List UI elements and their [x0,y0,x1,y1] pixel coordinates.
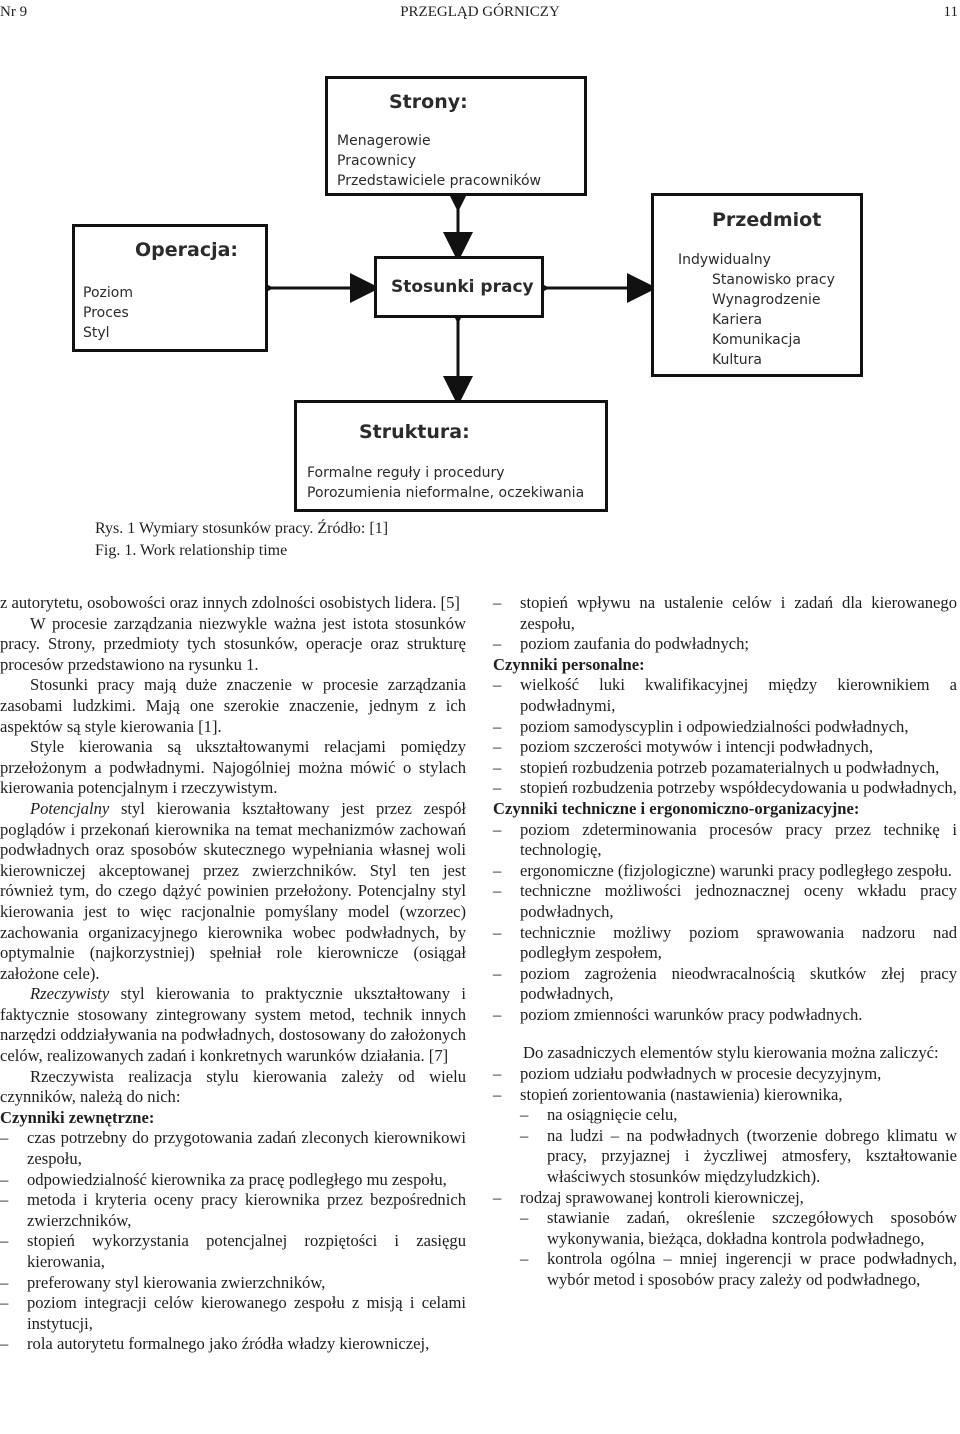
operacje-box [72,224,268,352]
przedmiot-first: Indywidualny [678,252,771,268]
przedmiot-item: Kultura [712,352,762,368]
przedmiot-item: Komunikacja [712,332,801,348]
right-column [493,593,957,1291]
list-item: – metoda i kryteria oceny pracy kierownika przez bezpośrednich zwierzchników, [0,1190,466,1231]
figure-caption-en: Fig. 1. Work relationship time [95,542,288,559]
list-item: – preferowany styl kierowania zwierzchników, [0,1273,466,1294]
paragraph: W procesie zarządzania niezwykle ważna jest istota stosunków pracy. Strony, przedmioty tych stosunków, operacje oraz strukturę procesów przedstawiono na rysunku 1. [0,613,466,674]
left-column [0,593,466,1355]
list-item: – poziom zdeterminowania procesów pracy przez technikę i technologię, [493,820,957,861]
paragraph: z autorytetu, osobowości oraz innych zdolności osobistych lidera. [5] [0,593,460,612]
list-item: – stopień rozbudzenia potrzeby współdecydowania u podwładnych, [493,778,957,799]
list-item: – ergonomiczne (fizjologiczne) warunki pracy podległego zespołu. [493,861,957,882]
list-item: – stopień rozbudzenia potrzeb pozamaterialnych u podwładnych, [493,758,957,779]
sub-list-item: – stawianie zadań, określenie szczegółowych sposobów wykonywania, bieżąca, dokładna kontrola podwładnego, [493,1208,957,1249]
operacje-item: Poziom [83,285,133,301]
operacje-title: Operacja: [135,239,239,261]
figure-caption-pl: Rys. 1 Wymiary stosunków pracy. Źródło: [1] [95,520,389,537]
list-item: – poziom zmienności warunków pracy podwładnych. [493,1005,957,1026]
przedmiot-box [651,193,863,377]
list-item: – czas potrzebny do przygotowania zadań zleconych kierownikowi zespołu, [0,1128,466,1169]
sub-list-item: – kontrola ogólna – mniej ingerencji w prace podwładnych, wybór metod i sposobów pracy zależy od podwładnego, [493,1249,957,1290]
paragraph [0,984,466,1066]
list-item: – wielkość luki kwalifikacyjnej między kierownikiem a podwładnymi, [493,675,957,716]
strony-box [325,76,587,196]
paragraph: Stosunki pracy mają duże znaczenie w procesie zarządzania zasobami ludzkimi. Mają one szerokie znaczenie, jednym z ich aspektów są style kierowania [1]. [0,675,466,736]
struktura-box [294,400,608,512]
paragraph: Rzeczywista realizacja stylu kierowania zależy od wielu czynników, należą do nich: [0,1066,466,1107]
relationship-diagram [0,0,960,520]
emphasis: Rzeczywisty [30,984,110,1004]
struktura-item: Porozumienia nieformalne, oczekiwania [307,485,585,501]
strony-item: Menagerowie [337,133,431,149]
list-item: – stopień zorientowania (nastawienia) kierownika, [493,1085,957,1106]
list-item: – rodzaj sprawowanej kontroli kierowniczej, [493,1188,957,1209]
list-item: – odpowiedzialność kierownika za pracę podległego mu zespołu, [0,1170,466,1191]
journal-title: PRZEGLĄD GÓRNICZY [400,4,560,20]
paragraph: Do zasadniczych elementów stylu kierowania można zaliczyć: [523,1043,939,1063]
paragraph-text: styl kierowania to praktycznie ukształtowany i faktycznie stosowany zintegrowany system metod, technik innych narzędzi oddziaływania na podwładnych, dostosowany do założonych celów, realizowanych zadań i konkretnych warunków działania. [7] [0,984,466,1066]
przedmiot-item: Kariera [712,312,763,328]
spacer [493,1025,957,1043]
list-item: – poziom zaufania do podwładnych; [493,634,957,655]
section-heading: Czynniki techniczne i ergonomiczno-organizacyjne: [493,798,860,818]
list-item: – poziom samodyscyplin i odpowiedzialności podwładnych, [493,717,957,738]
page-number: 11 [943,4,958,20]
paragraph-text: styl kierowania kształtowany jest przez zespół poglądów i przekonań kierownika na temat mechanizmów zachowań podwładnych oraz sposobów skutecznego wypełniania własnej woli kierowniczej akceptowanej przez zwierzchników. Styl ten jest również tym, do czego dążyć powinien przełożony. Potencjalny styl kierowania jest to więc racjonalnie pomyślany model (wzorzec) zachowania organizacyjnego kierownika wobec podwładnych, by optymalnie (najkorzystniej) spełniał role kierownicze (osiągał założone cele). [0,798,466,983]
struktura-item: Formalne reguły i procedury [307,465,505,481]
list-item: – stopień wpływu na ustalenie celów i zadań dla kierowanego zespołu, [493,593,957,634]
strony-item: Przedstawiciele pracowników [337,173,541,189]
sub-list-item: – na ludzi – na podwładnych (tworzenie dobrego klimatu w pracy, przyjaznej i życzliwej atmosfery, kształtowanie właściwych stosunków międzyludzkich). [493,1126,957,1188]
section-heading: Czynniki personalne: [493,654,645,674]
list-item: – poziom integracji celów kierowanego zespołu z misją i celami instytucji, [0,1293,466,1334]
emphasis: Potencjalny [30,798,110,818]
list-item: – poziom zagrożenia nieodwracalnością skutków złej pracy podwładnych, [493,964,957,1005]
header-left: Nr 9 [0,4,28,20]
operacje-item: Styl [83,325,110,341]
list-item: – techniczne możliwości jednoznacznej oceny wkładu pracy podwładnych, [493,881,957,922]
list-item: – poziom udziału podwładnych w procesie decyzyjnym, [493,1064,957,1085]
struktura-title: Struktura: [359,421,470,443]
center-title: Stosunki pracy [391,277,534,297]
list-item: – technicznie możliwy poziom sprawowania nadzoru nad podległym zespołem, [493,923,957,964]
przedmiot-item: Stanowisko pracy [712,272,835,288]
stosunki-pracy-box [374,256,544,318]
section-heading: Czynniki zewnętrzne: [0,1107,155,1127]
list-item: – poziom szczerości motywów i intencji podwładnych, [493,737,957,758]
paragraph [0,799,466,984]
list-item: – stopień wykorzystania potencjalnej rozpiętości i zasięgu kierowania, [0,1231,466,1272]
operacje-item: Proces [83,305,129,321]
paragraph: Style kierowania są ukształtowanymi relacjami pomiędzy przełożonym a podwładnymi. Najogólniej można mówić o stylach kierowania potencjalnym i rzeczywistym. [0,737,466,798]
list-item: – rola autorytetu formalnego jako źródła władzy kierowniczej, [0,1334,466,1355]
przedmiot-item: Wynagrodzenie [712,292,821,308]
sub-list-item: – na osiągnięcie celu, [493,1105,957,1126]
strony-item: Pracownicy [337,153,416,169]
przedmiot-title: Przedmiot [712,209,822,231]
strony-title: Strony: [389,91,468,113]
